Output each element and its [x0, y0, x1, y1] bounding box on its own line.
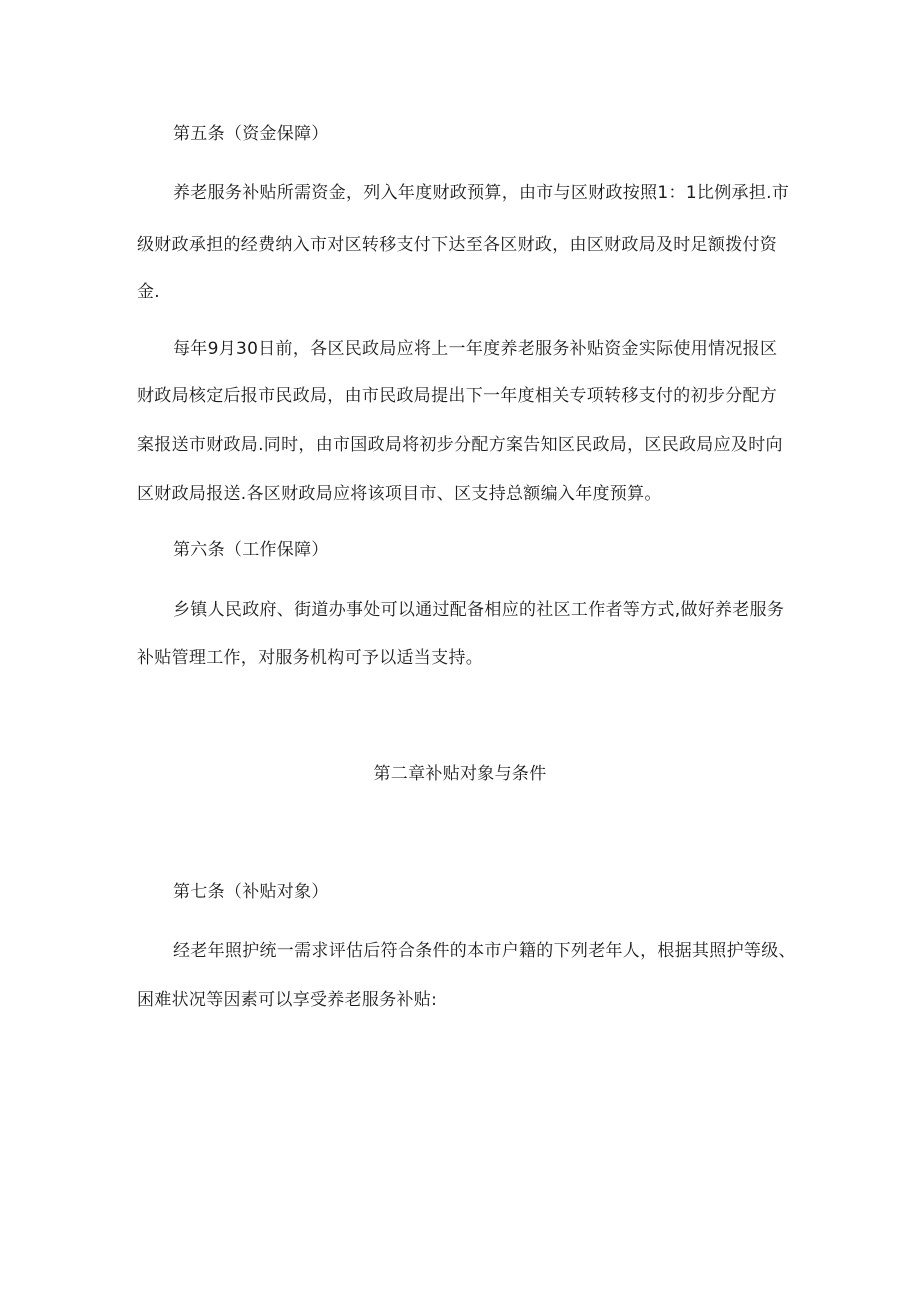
article7-p1-line2: 困难状况等因素可以享受养老服务补贴:: [137, 990, 438, 1010]
chapter2-title: 第二章补贴对象与条件: [373, 764, 547, 784]
article6-p1-line1: 乡镇人民政府、街道办事处可以通过配备相应的社区工作者等方式,做好养老服务: [173, 600, 785, 620]
article6-heading: 第六条（工作保障）: [173, 540, 329, 560]
article5-p1-line2: 级财政承担的经费纳入市对区转移支付下达至各区财政，由区财政局及时足额拨付资: [137, 235, 778, 255]
article5-p2-line1: 每年9月30日前，各区民政局应将上一年度养老服务补贴资金实际使用情况报区: [173, 339, 778, 359]
article6-p1-line2: 补贴管理工作，对服务机构可予以适当支持。: [137, 648, 483, 668]
article7-heading: 第七条（补贴对象）: [173, 882, 329, 902]
article5-p1-line1: 养老服务补贴所需资金，列入年度财政预算，由市与区财政按照1：1比例承担.市: [173, 183, 790, 203]
article5-p2-line2: 财政局核定后报市民政局，由市民政局提出下一年度相关专项转移支付的初步分配方: [137, 386, 778, 406]
article5-p2-line3: 案报送市财政局.同时，由市国政局将初步分配方案告知区民政局，区民政局应及时向: [137, 435, 783, 455]
article7-p1-line1: 经老年照护统一需求评估后符合条件的本市户籍的下列老年人，根据其照护等级、: [173, 941, 796, 961]
article5-heading: 第五条（资金保障）: [173, 124, 329, 144]
article5-p2-line4: 区财政局报送.各区财政局应将该项目市、区支持总额编入年度预算。: [137, 484, 662, 504]
article5-p1-line3: 金.: [137, 282, 161, 302]
